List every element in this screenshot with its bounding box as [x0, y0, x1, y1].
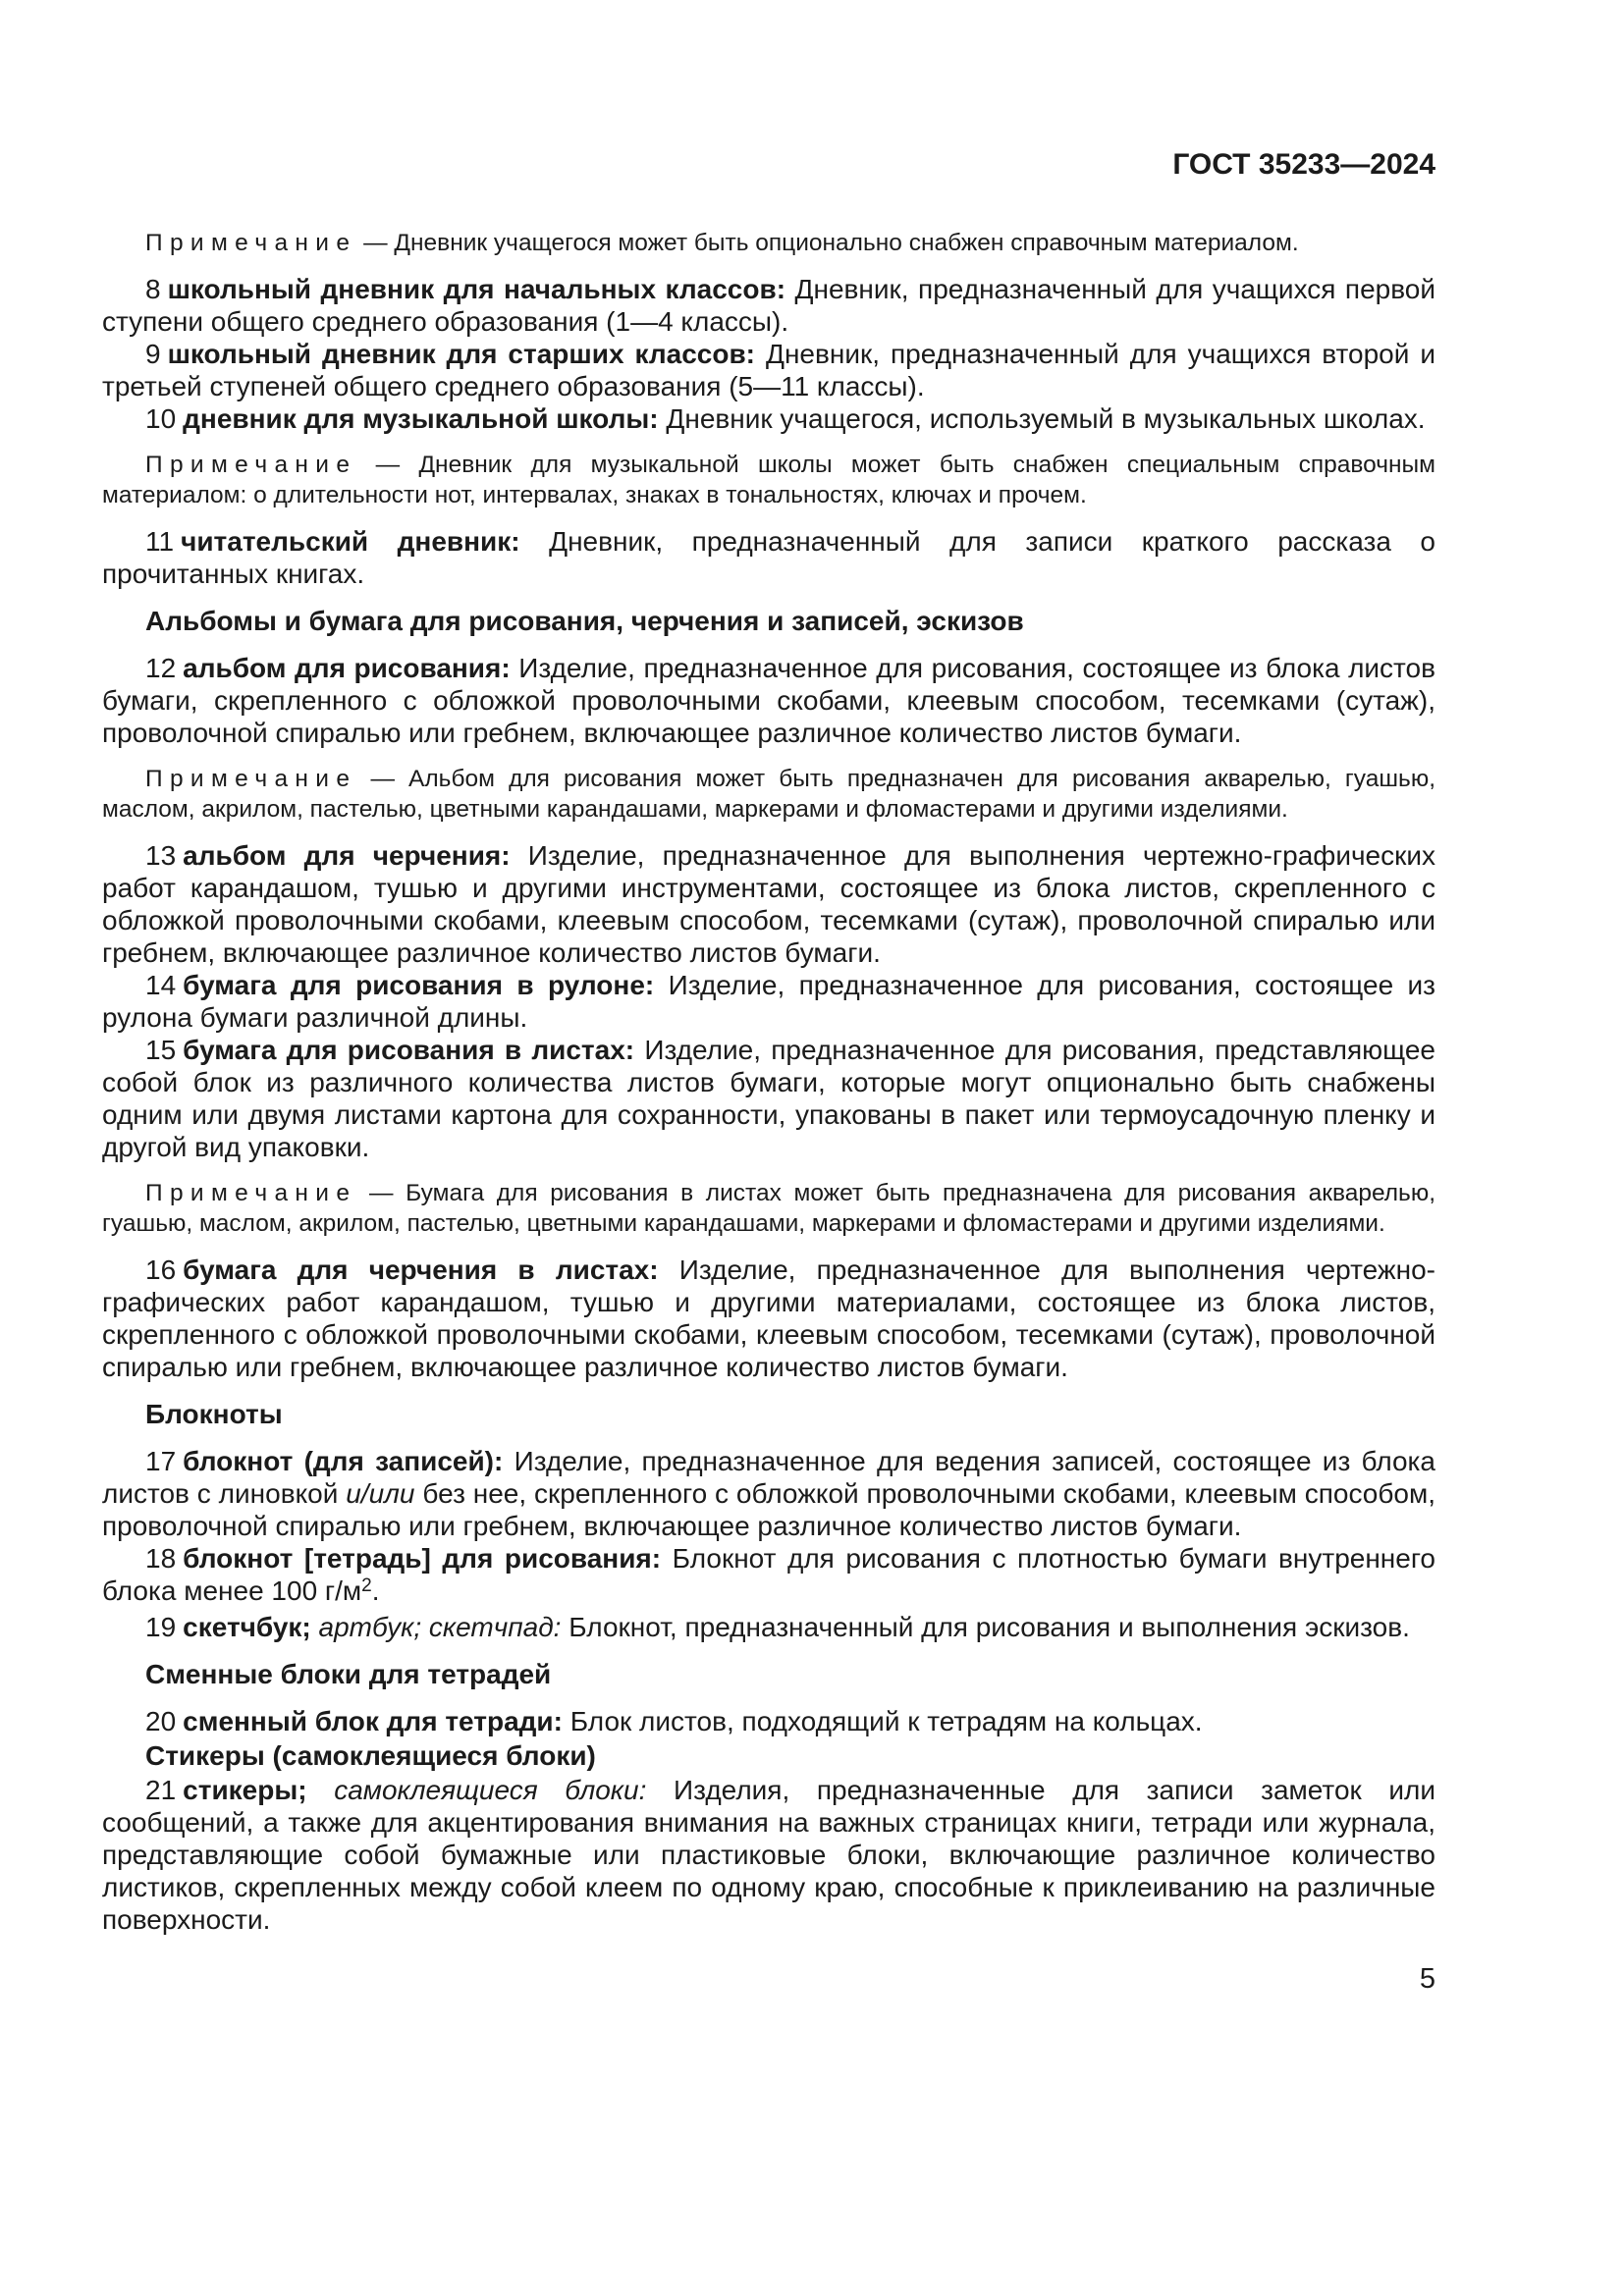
term-title: бумага для рисования в листах: [183, 1035, 635, 1065]
term-definition: Изделие, предназначенное для выполнения чертежно-графических работ карандашом, тушью и другими инструментами, состоящее из блока листов, скрепленного с обложкой проволочными скобами, клеевым способом, тесемками (сутаж), проволочной спиралью или гребнем, включающее различное количество листов бумаги. [102, 840, 1436, 968]
term-number: 10 [145, 403, 177, 434]
term-definition: Дневник, предназначенный для учащихся второй и третьей ступеней общего среднего образования (5—11 классы). [102, 339, 1436, 401]
term-title: скетчбук; [183, 1612, 311, 1642]
term-definition: Изделие, предназначенное для рисования, представляющее собой блок из различного количества листов бумаги, которые могут опционально быть снабжены одним или двумя листами картона для сохранности, упакованы в пакет или термоусадочную пленку и другой вид упаковки. [102, 1035, 1435, 1162]
term-number: 9 [145, 339, 161, 369]
term-20 [102, 1705, 1435, 1737]
term-number: 14 [145, 970, 177, 1000]
term-13 [102, 839, 1435, 969]
term-definition: Блок листов, подходящий к тетрадям на кольцах. [569, 1706, 1203, 1736]
term-number: 16 [145, 1255, 177, 1285]
term-title: читательский дневник: [181, 526, 520, 557]
term-definition: Изделия, предназначенные для записи заметок или сообщений, а также для акцентирования внимания на важных страницах книги, тетради или журнала, представляющие собой бумажные или пластиковые блоки, включающие различное количество листиков, скрепленных между собой клеем по одному краю, способные к приклеиванию на различные поверхности. [102, 1775, 1435, 1935]
term-9 [102, 338, 1435, 402]
term-10 [102, 402, 1435, 435]
term-17 [102, 1445, 1435, 1542]
term-title: школьный дневник для старших классов: [167, 339, 755, 369]
term-number: 13 [145, 840, 177, 871]
term-definition-tail: . [371, 1575, 380, 1606]
term-title: бумага для черчения в листах: [183, 1255, 659, 1285]
term-title: блокнот [тетрадь] для рисования: [183, 1543, 662, 1574]
term-definition: Блокнот, предназначенный для рисования и выполнения эскизов. [568, 1612, 1410, 1642]
page-number: 5 [1419, 1963, 1435, 1995]
term-16 [102, 1254, 1435, 1383]
term-number: 11 [145, 526, 175, 557]
note-paragraph [102, 764, 1435, 825]
term-definition: Дневник, предназначенный для записи краткого рассказа о прочитанных книгах. [102, 526, 1435, 589]
document-body [102, 228, 1435, 1996]
section-heading-albums: Альбомы и бумага для рисования, черчения и записей, эскизов [145, 606, 1024, 636]
term-15 [102, 1034, 1435, 1163]
term-title: дневник для музыкальной школы: [183, 403, 659, 434]
term-number: 12 [145, 653, 177, 683]
term-title: школьный дневник для начальных классов: [167, 274, 786, 304]
term-definition: Изделие, предназначенное для ведения записей, состоящее из блока листов с линовкой [102, 1446, 1435, 1509]
note-paragraph [102, 1178, 1435, 1239]
term-11 [102, 525, 1435, 590]
note-text: — Дневник для музыкальной школы может быть снабжен специальным справочным материалом: о длительности нот, интервалах, знаках в тональностях, ключах и прочем. [102, 452, 1436, 508]
term-definition: Изделие, предназначенное для рисования, состоящее из рулона бумаги различной длины. [102, 970, 1436, 1033]
term-definition: Изделие, предназначенное для рисования, состоящее из блока листов бумаги, скрепленного с обложкой проволочными скобами, клеевым способом, тесемками (сутаж), проволочной спиралью или гребнем, включающее различное количество листов бумаги. [102, 653, 1436, 748]
term-synonyms: самоклеящиеся блоки: [334, 1775, 647, 1805]
note-label: Примечание [145, 766, 357, 792]
term-definition: Блокнот для рисования с плотностью бумаги внутреннего блока менее 100 г/м [102, 1543, 1436, 1606]
note-text: — Дневник учащегося может быть опционально снабжен справочным материалом. [363, 230, 1299, 256]
section-heading-stickers: Стикеры (самоклеящиеся блоки) [145, 1740, 596, 1771]
term-title: бумага для рисования в рулоне: [183, 970, 655, 1000]
note-label: Примечание [145, 452, 357, 478]
term-number: 17 [145, 1446, 177, 1476]
term-number: 19 [145, 1612, 177, 1642]
term-synonyms: артбук; скетчпад: [318, 1612, 562, 1642]
term-title: альбом для черчения: [183, 840, 511, 871]
term-14 [102, 969, 1435, 1034]
term-number: 20 [145, 1706, 177, 1736]
term-number: 18 [145, 1543, 177, 1574]
term-definition: Изделие, предназначенное для выполнения чертежно-графических работ карандашом, тушью и другими материалами, состоящее из блока листов, скрепленного с обложкой проволочными скобами, клеевым способом, тесемками (сутаж), проволочной спиралью или гребнем, включающее различное количество листов бумаги. [102, 1255, 1435, 1382]
term-number: 8 [145, 274, 161, 304]
note-text: — Бумага для рисования в листах может быть предназначена для рисования акварелью, гуашью, маслом, акрилом, пастелью, цветными карандашами, маркерами и фломастерами и другими изделиями. [102, 1180, 1435, 1237]
term-number: 21 [145, 1775, 177, 1805]
superscript: 2 [361, 1575, 372, 1597]
term-definition: Дневник учащегося, используемый в музыкальных школах. [666, 403, 1426, 434]
note-label: Примечание [145, 1180, 357, 1206]
term-19 [102, 1611, 1435, 1643]
term-title: стикеры; [183, 1775, 307, 1805]
term-title: сменный блок для тетради: [183, 1706, 563, 1736]
section-heading-refills: Сменные блоки для тетрадей [145, 1659, 552, 1689]
document-number: ГОСТ 35233—2024 [1172, 148, 1435, 181]
term-definition: без нее, скрепленного с обложкой проволочными скобами, клеевым способом, проволочной спиралью или гребнем, включающее различное количество листов бумаги. [102, 1478, 1435, 1541]
term-12 [102, 652, 1435, 749]
term-18 [102, 1542, 1435, 1611]
note-paragraph [102, 228, 1435, 258]
term-number: 15 [145, 1035, 177, 1065]
note-label: Примечание [145, 230, 357, 256]
note-paragraph [102, 450, 1435, 510]
section-heading-notebooks: Блокноты [145, 1399, 283, 1429]
term-8 [102, 273, 1435, 338]
term-21 [102, 1774, 1435, 1936]
term-definition: Дневник, предназначенный для учащихся первой ступени общего среднего образования (1—4 классы). [102, 274, 1435, 337]
note-text: — Альбом для рисования может быть предназначен для рисования акварелью, гуашью, маслом, акрилом, пастелью, цветными карандашами, маркерами и фломастерами и другими изделиями. [102, 766, 1436, 823]
term-definition-italic: и/или [346, 1478, 415, 1509]
term-title: альбом для рисования: [183, 653, 511, 683]
term-title: блокнот (для записей): [183, 1446, 504, 1476]
